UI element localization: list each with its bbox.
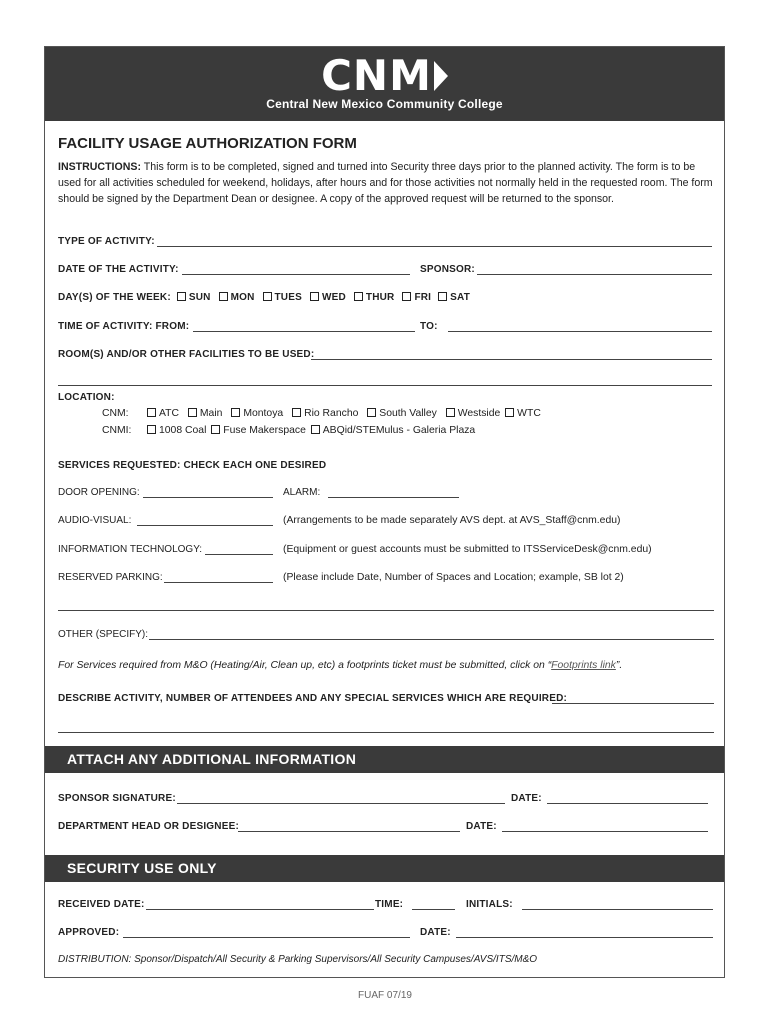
checkbox-icon[interactable] [311, 425, 320, 434]
checkbox-icon[interactable] [367, 408, 376, 417]
campus-atc[interactable]: ATC [147, 408, 179, 419]
site-1008-coal[interactable]: 1008 Coal [147, 425, 206, 436]
describe-field[interactable] [552, 703, 714, 704]
checkbox-icon[interactable] [211, 425, 220, 434]
cnm-campus-options [147, 408, 541, 419]
audio-visual-label: AUDIO-VISUAL: [58, 515, 132, 526]
describe-field-line2[interactable] [58, 732, 714, 733]
distribution-note: DISTRIBUTION: Sponsor/Dispatch/All Security & Parking Supervisors/All Security Campuses/AVS/ITS/M&O [58, 954, 538, 965]
alarm-field[interactable] [328, 497, 459, 498]
checkbox-icon[interactable] [292, 408, 301, 417]
day-tues[interactable]: TUES [263, 292, 302, 303]
form-frame [44, 46, 725, 978]
approved-field[interactable] [123, 937, 410, 938]
form-title: FACILITY USAGE AUTHORIZATION FORM [58, 135, 357, 152]
sponsor-date-label: DATE: [511, 793, 542, 804]
campus-wtc[interactable]: WTC [505, 408, 541, 419]
college-name: Central New Mexico Community College [266, 97, 503, 111]
security-date-label: DATE: [420, 927, 451, 938]
attach-section-header: ATTACH ANY ADDITIONAL INFORMATION [45, 746, 724, 773]
checkbox-icon[interactable] [402, 292, 411, 301]
av-note: (Arrangements to be made separately AVS dept. at AVS_Staff@cnm.edu) [283, 515, 621, 526]
it-note: (Equipment or guest accounts must be submitted to ITSServiceDesk@cnm.edu) [283, 544, 652, 555]
time-label: TIME: [375, 899, 404, 910]
dept-head-label: DEPARTMENT HEAD OR DESIGNEE: [58, 821, 239, 832]
initials-field[interactable] [522, 909, 713, 910]
day-sat[interactable]: SAT [438, 292, 470, 303]
other-label: OTHER (SPECIFY): [58, 629, 149, 640]
alarm-label: ALARM: [283, 487, 321, 498]
sponsor-field[interactable] [477, 274, 712, 275]
dept-head-field[interactable] [238, 831, 460, 832]
describe-label: DESCRIBE ACTIVITY, NUMBER OF ATTENDEES AND ANY SPECIAL SERVICES WHICH ARE REQUIRED: [58, 693, 568, 704]
days-of-week: DAY(S) OF THE WEEK: SUN MON TUES WED THUR FRI SAT [58, 292, 471, 303]
security-section-header: SECURITY USE ONLY [45, 855, 724, 882]
dept-date-label: DATE: [466, 821, 497, 832]
campus-rio-rancho[interactable]: Rio Rancho [292, 408, 358, 419]
checkbox-icon[interactable] [219, 292, 228, 301]
checkbox-icon[interactable] [438, 292, 447, 301]
day-sun[interactable]: SUN [177, 292, 211, 303]
time-from-label: TIME OF ACTIVITY: FROM: [58, 321, 190, 332]
time-to-label: TO: [420, 321, 438, 332]
audio-visual-field[interactable] [137, 525, 273, 526]
blank-line[interactable] [58, 610, 714, 611]
day-mon[interactable]: MON [219, 292, 255, 303]
day-fri[interactable]: FRI [402, 292, 431, 303]
time-from-field[interactable] [193, 331, 415, 332]
header-banner [45, 47, 724, 121]
reserved-parking-field[interactable] [164, 582, 273, 583]
campus-main[interactable]: Main [188, 408, 223, 419]
day-wed[interactable]: WED [310, 292, 346, 303]
chevron-logo-icon [434, 61, 448, 91]
dept-date-field[interactable] [502, 831, 708, 832]
info-tech-label: INFORMATION TECHNOLOGY: [58, 544, 203, 555]
site-fuse-makerspace[interactable]: Fuse Makerspace [211, 425, 306, 436]
checkbox-icon[interactable] [147, 425, 156, 434]
site-abqid[interactable]: ABQid/STEMulus - Galeria Plaza [311, 425, 475, 436]
other-field[interactable] [149, 639, 714, 640]
campus-westside[interactable]: Westside [446, 408, 501, 419]
cnmi-label: CNMI: [102, 425, 132, 436]
sponsor-signature-field[interactable] [177, 803, 505, 804]
received-date-label: RECEIVED DATE: [58, 899, 145, 910]
cnm-logo: CNM [45, 53, 724, 99]
services-label: SERVICES REQUESTED: CHECK EACH ONE DESIRED [58, 460, 327, 471]
day-thur[interactable]: THUR [354, 292, 395, 303]
checkbox-icon[interactable] [177, 292, 186, 301]
checkbox-icon[interactable] [231, 408, 240, 417]
sponsor-date-field[interactable] [547, 803, 708, 804]
form-code: FUAF 07/19 [358, 990, 412, 1001]
sponsor-signature-label: SPONSOR SIGNATURE: [58, 793, 176, 804]
type-of-activity-label: TYPE OF ACTIVITY: [58, 236, 155, 247]
door-opening-label: DOOR OPENING: [58, 487, 140, 498]
time-to-field[interactable] [448, 331, 712, 332]
checkbox-icon[interactable] [505, 408, 514, 417]
campus-montoya[interactable]: Montoya [231, 408, 283, 419]
time-field[interactable] [412, 909, 455, 910]
date-of-activity-label: DATE OF THE ACTIVITY: [58, 264, 179, 275]
cnm-label: CNM: [102, 408, 129, 419]
checkbox-icon[interactable] [446, 408, 455, 417]
info-tech-field[interactable] [205, 554, 273, 555]
received-date-field[interactable] [146, 909, 374, 910]
approved-label: APPROVED: [58, 927, 120, 938]
checkbox-icon[interactable] [263, 292, 272, 301]
rooms-field[interactable] [311, 359, 712, 360]
checkbox-icon[interactable] [354, 292, 363, 301]
footprints-link[interactable]: Footprints link [551, 660, 616, 671]
reserved-parking-label: RESERVED PARKING: [58, 572, 163, 583]
mo-note: For Services required from M&O (Heating/Air, Clean up, etc) a footprints ticket must be submitted, click on “Footprints link”. [58, 660, 623, 671]
campus-south-valley[interactable]: South Valley [367, 408, 437, 419]
parking-note: (Please include Date, Number of Spaces and Location; example, SB lot 2) [283, 572, 624, 583]
checkbox-icon[interactable] [147, 408, 156, 417]
checkbox-icon[interactable] [188, 408, 197, 417]
rooms-field-line2[interactable] [58, 385, 712, 386]
security-date-field[interactable] [456, 937, 713, 938]
sponsor-label: SPONSOR: [420, 264, 475, 275]
initials-label: INITIALS: [466, 899, 513, 910]
type-of-activity-field[interactable] [157, 246, 712, 247]
date-of-activity-field[interactable] [182, 274, 410, 275]
location-label: LOCATION: [58, 392, 115, 403]
rooms-label: ROOM(S) AND/OR OTHER FACILITIES TO BE USED: [58, 349, 315, 360]
cnmi-site-options [147, 425, 475, 436]
checkbox-icon[interactable] [310, 292, 319, 301]
door-opening-field[interactable] [143, 497, 273, 498]
instructions: INSTRUCTIONS: This form is to be completed, signed and turned into Security three days prior to the planned activity. The form is to be used for all activities scheduled for weekend, holidays, after hours and for those activities not normally held in the requested room. The form should be signed by the Department Dean or designee. A copy of the approved request will be returned to the sponsor. [58, 161, 713, 205]
